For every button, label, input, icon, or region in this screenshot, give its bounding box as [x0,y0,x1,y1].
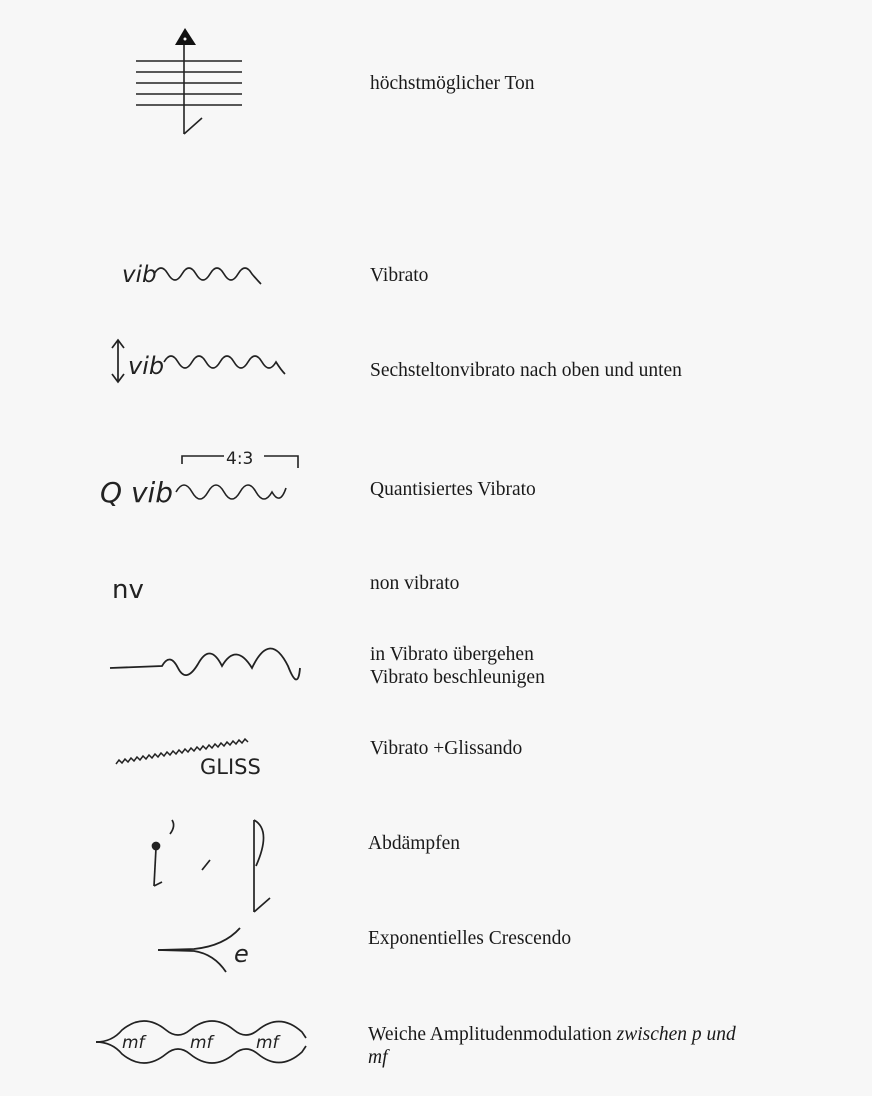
quantized-symbol-text: Q vib [100,476,174,509]
mf-symbol-text-3: mf [256,1033,279,1053]
label-non-vibrato: non vibrato [370,573,460,594]
label-vibrato-glissando: Vibrato +Glissando [370,738,523,759]
mf-symbol-text-1: mf [122,1033,145,1053]
non-vibrato-symbol-text: nv [112,575,144,605]
label-amplitude-modulation-italic: zwischen p und [616,1024,736,1045]
label-damping: Abdämpfen [368,833,461,854]
label-vibrato-transition-2: Vibrato beschleunigen [370,667,545,688]
label-sixth-tone-vibrato: Sechsteltonvibrato nach oben und unten [370,360,682,381]
vibrato-symbol-text: vib [122,262,157,288]
label-vibrato-transition-1: in Vibrato übergehen [370,644,534,665]
label-amplitude-modulation-line2 [368,1046,388,1069]
label-amplitude-modulation-italic-2: mf [368,1047,388,1068]
crescendo-symbol-text: e [234,940,249,968]
label-vibrato: Vibrato [370,265,429,286]
tuplet-text: 4:3 [226,449,254,469]
vibrato-transition-icon [106,630,312,680]
quantized-vibrato-icon [98,444,308,514]
damping-icon [146,814,286,920]
exponential-crescendo-icon [154,916,274,978]
sixth-tone-symbol-text: vib [128,352,165,380]
mf-symbol-text-2: mf [190,1033,213,1053]
highest-note-staff-icon [128,24,248,140]
gliss-symbol-text: GLISS [200,755,261,779]
sixth-tone-vibrato-icon [106,336,296,386]
vibrato-glissando-icon [114,712,274,782]
amplitude-modulation-icon [94,1010,310,1076]
vibrato-wave-icon [120,254,272,294]
label-quantized-vibrato: Quantisiertes Vibrato [370,479,536,500]
label-highest-note: höchstmöglicher Ton [370,73,535,94]
label-amplitude-modulation [368,1023,736,1046]
label-amplitude-modulation-normal: Weiche Amplitudenmodulation [368,1024,617,1045]
label-exponential-crescendo: Exponentielles Crescendo [368,928,572,949]
non-vibrato-icon [110,568,170,608]
